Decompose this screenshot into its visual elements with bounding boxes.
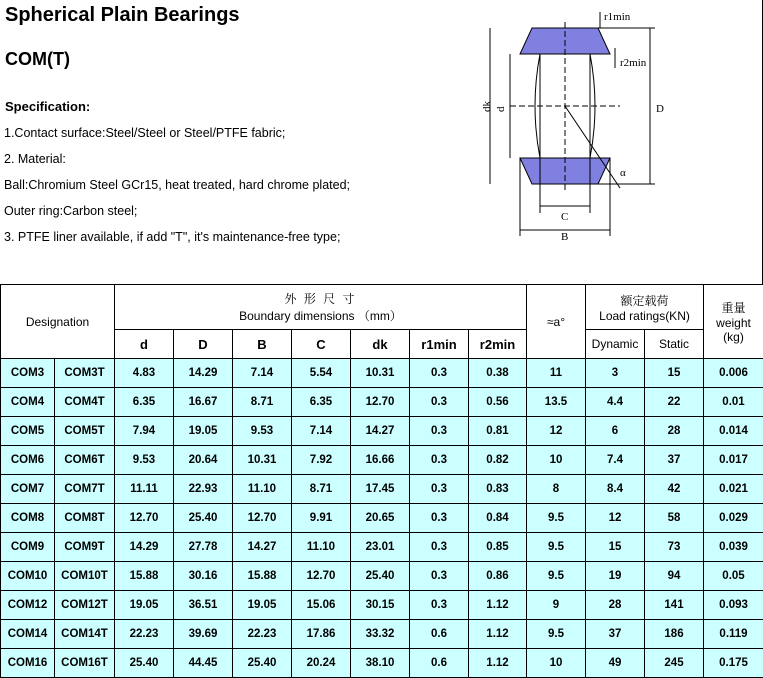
table-cell: 7.92	[292, 446, 351, 475]
table-row	[1, 446, 763, 475]
table-cell: 20.64	[174, 446, 233, 475]
table-cell: 0.84	[469, 504, 527, 533]
table-cell: 7.94	[115, 417, 174, 446]
table-cell: 28	[645, 417, 704, 446]
table-cell: 0.83	[469, 475, 527, 504]
table-cell: 20.65	[351, 504, 410, 533]
spec-panel	[0, 0, 763, 284]
table-cell: 0.029	[704, 504, 763, 533]
table-cell: 0.3	[410, 417, 469, 446]
weight-header-unit: (kg)	[723, 330, 744, 344]
alpha-label: α	[620, 167, 626, 179]
dims-header-en: Boundary dimensions （mm）	[239, 309, 402, 323]
table-cell: 0.006	[704, 359, 763, 388]
table-cell: COM8T	[55, 504, 115, 533]
table-cell: COM14T	[55, 620, 115, 649]
r1-label: r1min	[604, 11, 631, 23]
table-row	[1, 388, 763, 417]
spec-line: 2. Material:	[4, 152, 66, 166]
table-cell: COM6	[1, 446, 55, 475]
table-cell: 10	[527, 649, 586, 678]
table-cell: 0.014	[704, 417, 763, 446]
table-cell: 0.6	[410, 649, 469, 678]
table-cell: 0.3	[410, 359, 469, 388]
table-cell: 39.69	[174, 620, 233, 649]
weight-header	[704, 285, 763, 359]
table-header	[1, 285, 763, 359]
table-cell: 0.38	[469, 359, 527, 388]
col-dk: dk	[351, 330, 410, 359]
table-cell: 14.29	[115, 533, 174, 562]
table-row	[1, 417, 763, 446]
table-cell: 37	[645, 446, 704, 475]
table-cell: 12.70	[351, 388, 410, 417]
table-cell: 9.5	[527, 562, 586, 591]
load-header-en: Load ratings(KN)	[599, 308, 690, 323]
table-cell: 15.88	[233, 562, 292, 591]
table-cell: 8.71	[233, 388, 292, 417]
table-cell: COM16	[1, 649, 55, 678]
dk-label: dk	[481, 101, 493, 112]
table-cell: 1.12	[469, 649, 527, 678]
table-cell: 7.14	[292, 417, 351, 446]
table-cell: COM10T	[55, 562, 115, 591]
table-cell: 25.40	[351, 562, 410, 591]
table-cell: 19.05	[233, 591, 292, 620]
table-cell: 245	[645, 649, 704, 678]
table-cell: 0.6	[410, 620, 469, 649]
B-label: B	[561, 231, 569, 240]
table-cell: 0.01	[704, 388, 763, 417]
d-label: d	[495, 106, 507, 112]
table-cell: 17.45	[351, 475, 410, 504]
table-cell: COM6T	[55, 446, 115, 475]
spec-heading: Specification:	[5, 99, 91, 114]
weight-header-en: weight	[716, 316, 751, 330]
spec-line: Outer ring:Carbon steel;	[4, 204, 138, 218]
table-cell: 0.81	[469, 417, 527, 446]
table-cell: 6	[586, 417, 645, 446]
table-cell: COM3	[1, 359, 55, 388]
col-r1min: r1min	[410, 330, 469, 359]
table-cell: 14.27	[351, 417, 410, 446]
table-cell: COM8	[1, 504, 55, 533]
r2-label: r2min	[620, 57, 647, 69]
table-cell: 15.06	[292, 591, 351, 620]
bearing-drawing	[470, 8, 680, 240]
table-cell: 49	[586, 649, 645, 678]
table-cell: 10	[527, 446, 586, 475]
table-cell: 0.3	[410, 591, 469, 620]
table-cell: 4.4	[586, 388, 645, 417]
table-cell: 27.78	[174, 533, 233, 562]
table-cell: COM5T	[55, 417, 115, 446]
table-cell: 19.05	[115, 591, 174, 620]
table-cell: COM14	[1, 620, 55, 649]
table-cell: 7.4	[586, 446, 645, 475]
table-cell: 1.12	[469, 620, 527, 649]
table-cell: 22.23	[115, 620, 174, 649]
table-row	[1, 562, 763, 591]
table-cell: 19.05	[174, 417, 233, 446]
col-B: B	[233, 330, 292, 359]
table-cell: 0.82	[469, 446, 527, 475]
col-static: Static	[645, 330, 704, 359]
table-cell: 11.10	[292, 533, 351, 562]
table-cell: 14.27	[233, 533, 292, 562]
col-d: d	[115, 330, 174, 359]
table-row	[1, 504, 763, 533]
C-label: C	[561, 211, 569, 223]
spec-table	[0, 284, 763, 678]
model-name: COM(T)	[5, 49, 70, 69]
table-row	[1, 649, 763, 678]
table-cell: 9.53	[233, 417, 292, 446]
table-cell: 10.31	[351, 359, 410, 388]
table-cell: 11	[527, 359, 586, 388]
table-cell: 0.039	[704, 533, 763, 562]
table-cell: 12.70	[115, 504, 174, 533]
spec-line: Ball:Chromium Steel GCr15, heat treated, hard chrome plated;	[4, 178, 351, 192]
table-row	[1, 359, 763, 388]
table-cell: 0.3	[410, 533, 469, 562]
table-cell: 9	[527, 591, 586, 620]
D-label: D	[656, 103, 664, 115]
table-cell: 0.017	[704, 446, 763, 475]
table-cell: 5.54	[292, 359, 351, 388]
table-cell: 0.3	[410, 388, 469, 417]
table-cell: COM4	[1, 388, 55, 417]
table-cell: 11.10	[233, 475, 292, 504]
table-body	[1, 359, 763, 678]
table-cell: 16.67	[174, 388, 233, 417]
col-dynamic: Dynamic	[586, 330, 645, 359]
table-cell: 36.51	[174, 591, 233, 620]
table-cell: COM10	[1, 562, 55, 591]
table-cell: 15	[586, 533, 645, 562]
col-D: D	[174, 330, 233, 359]
table-cell: COM12T	[55, 591, 115, 620]
table-row	[1, 533, 763, 562]
table-cell: 11.11	[115, 475, 174, 504]
table-row	[1, 591, 763, 620]
table-cell: 0.3	[410, 475, 469, 504]
table-cell: 0.3	[410, 504, 469, 533]
table-cell: COM16T	[55, 649, 115, 678]
table-cell: 58	[645, 504, 704, 533]
table-cell: 12	[586, 504, 645, 533]
table-cell: 0.05	[704, 562, 763, 591]
dims-header	[115, 285, 527, 330]
table-cell: 12	[527, 417, 586, 446]
weight-header-cn: 重量	[721, 301, 746, 315]
load-header-cn: 额定载荷	[620, 293, 669, 308]
designation-header: Designation	[1, 285, 115, 359]
spec-line: 1.Contact surface:Steel/Steel or Steel/PTFE fabric;	[4, 126, 286, 140]
table-row	[1, 620, 763, 649]
alpha-header: ≈a°	[527, 285, 586, 359]
table-cell: 25.40	[115, 649, 174, 678]
table-cell: 20.24	[292, 649, 351, 678]
col-C: C	[292, 330, 351, 359]
spec-line: 3. PTFE liner available, if add "T", it's maintenance-free type;	[4, 230, 341, 244]
table-cell: 12.70	[233, 504, 292, 533]
table-cell: 9.5	[527, 620, 586, 649]
table-cell: 13.5	[527, 388, 586, 417]
table-cell: 94	[645, 562, 704, 591]
table-cell: 0.3	[410, 446, 469, 475]
table-cell: 8	[527, 475, 586, 504]
table-cell: 4.83	[115, 359, 174, 388]
table-cell: 141	[645, 591, 704, 620]
table-cell: COM9	[1, 533, 55, 562]
table-cell: 38.10	[351, 649, 410, 678]
table-cell: 8.71	[292, 475, 351, 504]
table-cell: 42	[645, 475, 704, 504]
table-cell: 44.45	[174, 649, 233, 678]
table-cell: 10.31	[233, 446, 292, 475]
table-cell: 30.16	[174, 562, 233, 591]
table-cell: COM3T	[55, 359, 115, 388]
table-cell: COM4T	[55, 388, 115, 417]
table-cell: 22	[645, 388, 704, 417]
table-cell: 17.86	[292, 620, 351, 649]
page-title: Spherical Plain Bearings	[5, 4, 240, 26]
table-cell: 9.91	[292, 504, 351, 533]
table-cell: 33.32	[351, 620, 410, 649]
table-cell: 0.175	[704, 649, 763, 678]
table-cell: 3	[586, 359, 645, 388]
table-cell: COM7	[1, 475, 55, 504]
table-cell: 12.70	[292, 562, 351, 591]
table-cell: 25.40	[233, 649, 292, 678]
table-cell: 8.4	[586, 475, 645, 504]
table-cell: 22.93	[174, 475, 233, 504]
table-cell: 0.119	[704, 620, 763, 649]
table-cell: 9.5	[527, 504, 586, 533]
table-cell: 16.66	[351, 446, 410, 475]
dims-header-cn: 外 形 尺 寸	[284, 292, 357, 306]
table-cell: 7.14	[233, 359, 292, 388]
table-cell: 9.5	[527, 533, 586, 562]
table-cell: COM7T	[55, 475, 115, 504]
table-cell: COM12	[1, 591, 55, 620]
table-cell: 6.35	[115, 388, 174, 417]
table-cell: 25.40	[174, 504, 233, 533]
table-cell: 28	[586, 591, 645, 620]
table-cell: 186	[645, 620, 704, 649]
table-cell: 37	[586, 620, 645, 649]
table-cell: 23.01	[351, 533, 410, 562]
load-header	[586, 285, 704, 330]
table-cell: 14.29	[174, 359, 233, 388]
table-cell: 0.85	[469, 533, 527, 562]
table-cell: 0.021	[704, 475, 763, 504]
table-cell: COM9T	[55, 533, 115, 562]
table-cell: 1.12	[469, 591, 527, 620]
table-cell: COM5	[1, 417, 55, 446]
table-cell: 9.53	[115, 446, 174, 475]
table-cell: 15	[645, 359, 704, 388]
table-cell: 6.35	[292, 388, 351, 417]
table-cell: 15.88	[115, 562, 174, 591]
table-cell: 0.86	[469, 562, 527, 591]
table-cell: 22.23	[233, 620, 292, 649]
table-cell: 30.15	[351, 591, 410, 620]
table-cell: 0.56	[469, 388, 527, 417]
table-cell: 73	[645, 533, 704, 562]
table-cell: 19	[586, 562, 645, 591]
table-cell: 0.3	[410, 562, 469, 591]
table-cell: 0.093	[704, 591, 763, 620]
col-r2min: r2min	[469, 330, 527, 359]
table-row	[1, 475, 763, 504]
